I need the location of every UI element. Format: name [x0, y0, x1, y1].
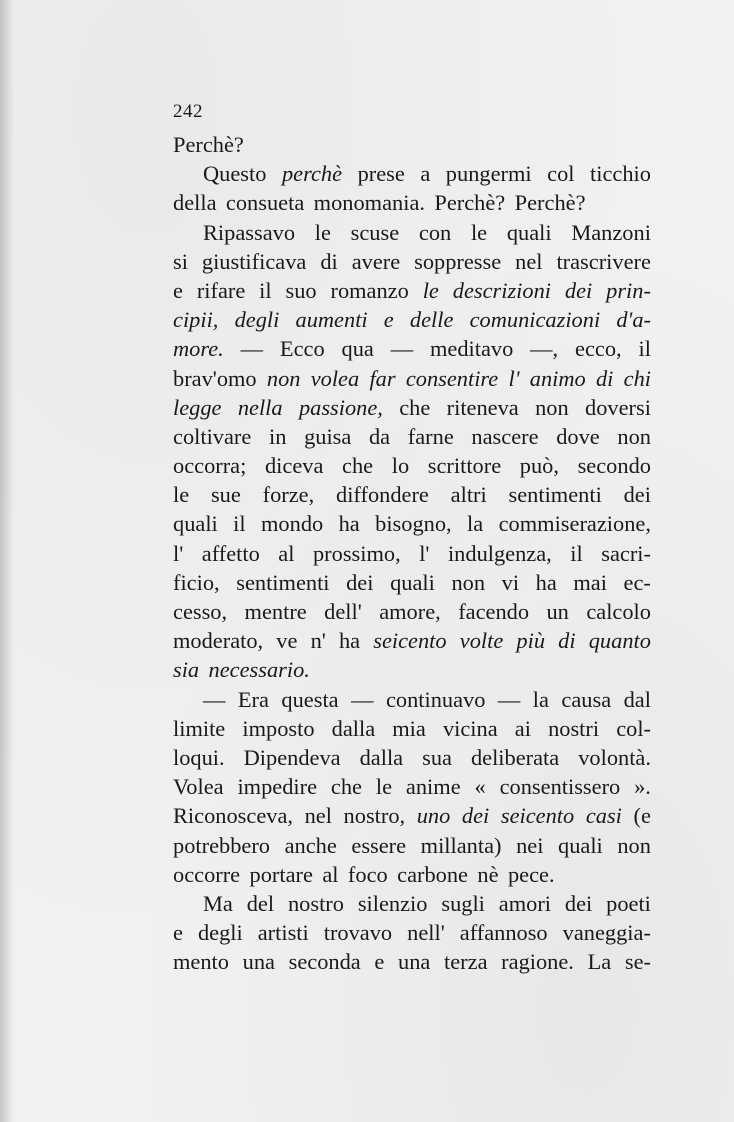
word: anime — [405, 774, 461, 800]
word: foco — [347, 861, 388, 887]
word: pungermi — [445, 161, 532, 187]
word: nel — [515, 248, 543, 274]
word: lo — [391, 453, 410, 479]
word: seicento — [373, 628, 447, 654]
word: dalla — [359, 744, 404, 770]
word: le — [470, 219, 488, 245]
word: sia — [173, 657, 200, 683]
word: soppresse — [414, 248, 502, 274]
word: meditavo — [429, 336, 514, 362]
word: volea — [310, 365, 360, 391]
word: e — [173, 277, 183, 303]
word: quali — [558, 832, 603, 858]
word: dell' — [324, 599, 362, 624]
word: della — [173, 190, 217, 216]
word: di — [558, 628, 576, 654]
word: Ecco — [279, 336, 325, 362]
word: altri — [450, 482, 487, 508]
word: la — [467, 511, 484, 537]
word: e — [383, 307, 394, 333]
word: nostri — [548, 715, 600, 741]
word: casi — [585, 803, 622, 829]
text-line — [173, 334, 651, 363]
word: Perchè? — [514, 190, 586, 216]
word: a — [420, 161, 431, 187]
word: sentimenti — [236, 569, 330, 595]
word: calcolo — [586, 599, 651, 624]
word: comunicazioni — [469, 307, 601, 333]
word: si — [173, 248, 188, 274]
word: di — [595, 365, 614, 391]
text-line — [173, 772, 651, 801]
word: sacri- — [601, 540, 651, 566]
word: nascere — [471, 423, 539, 449]
word: degli — [197, 920, 243, 946]
word: in — [268, 423, 287, 449]
word: imposto — [242, 715, 315, 741]
word: da — [368, 423, 391, 449]
text-line — [173, 655, 651, 684]
word: suo — [285, 277, 317, 303]
word: La — [587, 949, 612, 975]
word: ecco, — [575, 336, 622, 362]
word: ai — [514, 715, 531, 741]
word: facendo — [458, 599, 530, 624]
page-gutter-shadow — [0, 0, 14, 1122]
word: vicina — [442, 715, 498, 741]
text-line — [173, 626, 651, 655]
word: che — [399, 394, 431, 420]
word: d'a- — [616, 307, 651, 333]
text-line — [173, 714, 651, 743]
word: Riconosceva, — [173, 803, 293, 829]
word: passione, — [298, 394, 383, 420]
word: volontà. — [578, 744, 651, 770]
word: ficio, — [173, 569, 220, 595]
word: vi — [501, 569, 520, 595]
word: occorre — [173, 861, 241, 887]
word: continuavo — [385, 686, 486, 712]
word: cesso, — [173, 599, 228, 624]
word: diffondere — [336, 482, 429, 508]
word: brav'omo — [173, 365, 257, 391]
word: nell' — [407, 920, 445, 946]
text-line — [173, 305, 651, 334]
word: mia — [392, 715, 426, 741]
word: portare — [249, 861, 313, 887]
word: scrittore — [427, 453, 502, 479]
text-line — [173, 597, 651, 626]
word: dalla — [331, 715, 376, 741]
word: — — [203, 686, 226, 712]
word: prossimo, — [312, 540, 401, 566]
text-line — [173, 685, 651, 714]
word: se- — [624, 949, 651, 975]
word: affannoso — [459, 920, 548, 946]
word: ticchio — [590, 161, 651, 187]
word: Era — [237, 686, 269, 712]
word: nostro — [287, 890, 344, 916]
word: loqui. — [173, 744, 225, 770]
text-line — [173, 188, 651, 217]
word: il — [570, 540, 583, 566]
word: ha — [338, 511, 360, 537]
text-line — [173, 276, 651, 305]
word: rifare — [196, 277, 246, 303]
text-line — [173, 130, 651, 159]
text-line — [173, 889, 651, 918]
word: Dipendeva — [243, 744, 341, 770]
word: con — [418, 219, 452, 245]
word: Manzoni — [571, 219, 651, 245]
text-line — [173, 918, 651, 947]
word: —, — [530, 336, 559, 362]
text-line — [173, 422, 651, 451]
word: terza — [444, 949, 488, 975]
word: mento — [173, 949, 229, 975]
word: artisti — [257, 920, 309, 946]
word: trovavo — [323, 920, 393, 946]
word: ha — [535, 569, 557, 595]
word: silenzio — [357, 890, 428, 916]
word: cipii, — [173, 307, 219, 333]
word: questa — [281, 686, 339, 712]
word: e — [374, 949, 385, 975]
word: scuse — [350, 219, 400, 245]
word: carbone — [397, 861, 468, 887]
word: impedire — [237, 774, 318, 800]
word: le — [173, 482, 190, 508]
word: sugli — [441, 890, 485, 916]
word: le — [375, 774, 393, 800]
word: Ripassavo — [203, 219, 296, 245]
text-line — [173, 568, 651, 597]
word: ec- — [623, 569, 651, 595]
word: nostro, — [343, 803, 406, 829]
word: l' — [508, 365, 520, 391]
word: avere — [351, 248, 401, 274]
word: l' — [419, 540, 430, 566]
word: anche — [284, 832, 337, 858]
word: ve — [276, 628, 298, 654]
word: millanta) — [420, 832, 502, 858]
word: Ma — [203, 890, 233, 916]
word: dei — [346, 569, 374, 595]
text-line — [173, 801, 651, 830]
word: more. — [173, 336, 224, 362]
word: prin- — [606, 277, 651, 303]
word: riteneva — [446, 394, 519, 420]
word: sentimenti — [508, 482, 602, 508]
body-text — [173, 130, 651, 976]
word: mai — [573, 569, 607, 595]
word: più — [516, 628, 546, 654]
text-line — [173, 247, 651, 276]
word: col- — [616, 715, 651, 741]
word: Perchè? — [173, 132, 244, 157]
word: animo — [529, 365, 586, 391]
word: ha — [338, 628, 361, 654]
word: nei — [516, 832, 544, 858]
word: n' — [310, 628, 326, 654]
word: quanto — [588, 628, 651, 654]
word: coltivare — [173, 423, 252, 449]
word: non — [535, 394, 569, 420]
word: perchè — [281, 161, 343, 187]
word: amori — [498, 890, 552, 916]
word: limite — [173, 715, 226, 741]
word: Volea — [173, 774, 224, 800]
word: dove — [556, 423, 600, 449]
word: vaneggia- — [562, 920, 651, 946]
text-line — [173, 860, 651, 889]
word: indulgenza, — [447, 540, 552, 566]
word: del — [246, 890, 275, 916]
word: aumenti — [295, 307, 368, 333]
word: guisa — [304, 423, 352, 449]
word: e — [173, 920, 183, 946]
word: Questo — [203, 161, 267, 187]
word: quali — [173, 511, 218, 537]
word: commiserazione, — [498, 511, 651, 537]
text-line — [173, 480, 651, 509]
word: diceva — [264, 453, 324, 479]
word: prese — [357, 161, 405, 187]
word: nella — [237, 394, 283, 420]
word: l' — [173, 540, 184, 566]
word: volte — [459, 628, 504, 654]
text-line — [173, 364, 651, 393]
word: — — [390, 336, 414, 362]
word: quali — [506, 219, 552, 245]
word: deliberata — [470, 744, 560, 770]
word: amore, — [379, 599, 441, 624]
word: una — [398, 949, 431, 975]
word: affetto — [201, 540, 260, 566]
word: mondo — [261, 511, 324, 537]
word: nel — [304, 803, 332, 829]
word: una — [242, 949, 275, 975]
word: poeti — [606, 890, 651, 916]
word: il — [259, 277, 272, 303]
word: causa — [561, 686, 612, 712]
word: necessario. — [208, 657, 310, 683]
word: qua — [341, 336, 374, 362]
word: non — [266, 365, 301, 391]
word: essere — [351, 832, 407, 858]
word: la — [532, 686, 549, 712]
word: doversi — [585, 394, 651, 420]
word: degli — [234, 307, 280, 333]
text-line — [173, 539, 651, 568]
word: al — [278, 540, 295, 566]
word: trascrivere — [556, 248, 651, 274]
word: dei — [564, 890, 593, 916]
word: consentire — [405, 365, 499, 391]
text-line — [173, 218, 651, 247]
word: le — [422, 277, 439, 303]
word: seconda — [288, 949, 361, 975]
word: monomania. — [313, 190, 425, 216]
word: giustificava — [201, 248, 307, 274]
word: farne — [407, 423, 454, 449]
word: che — [330, 774, 362, 800]
word: seicento — [500, 803, 575, 829]
word: forze, — [262, 482, 315, 508]
word: chi — [623, 365, 651, 391]
text-line — [173, 451, 651, 480]
word: descrizioni — [452, 277, 552, 303]
word: le — [314, 219, 331, 245]
text-line — [173, 509, 651, 538]
word: occorra; — [173, 453, 247, 479]
word: ragione. — [501, 949, 574, 975]
word: romanzo — [330, 277, 409, 303]
word: delle — [409, 307, 454, 333]
word: dal — [623, 686, 651, 712]
word: — — [497, 686, 521, 712]
word: dei — [461, 803, 490, 829]
word: consentissero — [499, 774, 621, 800]
word: non — [451, 569, 486, 595]
text-line — [173, 743, 651, 772]
word: il — [638, 336, 651, 362]
word: nè — [477, 861, 499, 887]
word: legge — [173, 394, 222, 420]
word: « — [474, 774, 486, 800]
word: — — [351, 686, 374, 712]
text-line — [173, 393, 651, 422]
word: di — [320, 248, 338, 274]
word: un — [546, 599, 569, 624]
page-number: 242 — [173, 101, 203, 122]
word: mentre — [244, 599, 307, 624]
word: il — [233, 511, 246, 537]
word: bisogno, — [375, 511, 452, 537]
word: secondo — [577, 453, 651, 479]
word: potrebbero — [173, 832, 270, 858]
word: sue — [210, 482, 241, 508]
word: consueta — [225, 190, 305, 216]
text-line — [173, 947, 651, 976]
word: dei — [623, 482, 651, 508]
text-line — [173, 159, 651, 188]
word: che — [342, 453, 374, 479]
word: sua — [422, 744, 452, 770]
word: Perchè? — [434, 190, 506, 216]
word: al — [322, 861, 339, 887]
word: non — [617, 423, 651, 449]
word: quali — [390, 569, 435, 595]
word: — — [240, 336, 264, 362]
word: può, — [519, 453, 559, 479]
word: ». — [634, 774, 651, 800]
word: far — [369, 365, 396, 391]
text-line — [173, 831, 651, 860]
word: dei — [564, 277, 593, 303]
word: moderato, — [173, 628, 264, 654]
word: pece. — [507, 861, 555, 887]
word: non — [617, 832, 651, 858]
word: col — [547, 161, 575, 187]
word: (e — [633, 803, 651, 829]
word: uno — [416, 803, 451, 829]
